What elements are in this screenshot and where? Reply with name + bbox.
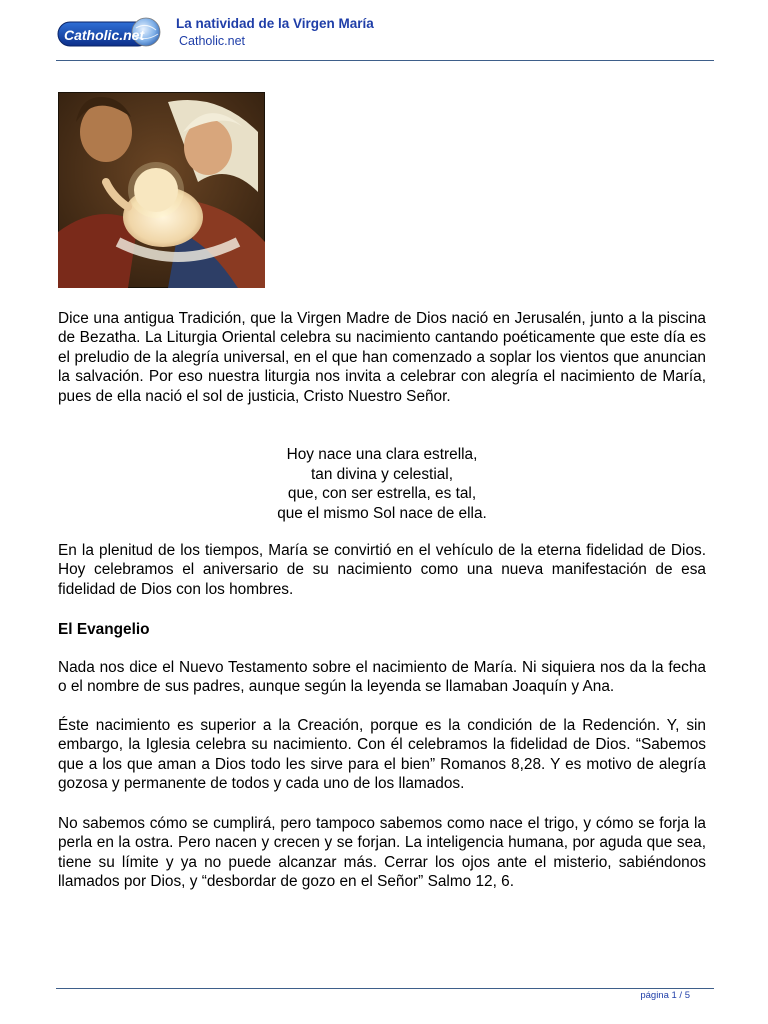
page-number: página 1 / 5 [640, 990, 690, 1001]
logo-text: Catholic.net [64, 27, 145, 43]
poem-line: tan divina y celestial, [310, 465, 453, 483]
section-title: El Evangelio [58, 621, 150, 638]
poem [58, 445, 706, 523]
paragraph-3: Nada nos dice el Nuevo Testamento sobre el nacimiento de María. Ni siquiera nos da la fecha o el nombre de sus padres, aunque según la leyenda se llamaban Joaquín y Ana. [58, 659, 706, 696]
paragraph-5: No sabemos cómo se cumplirá, pero tampoco sabemos como nace el trigo, y cómo se forja la perla en la ostra. Pero nacen y crecen y se forjan. La inteligencia humana, por aguda que sea, tiene su límite y ya no puede alcanzar más. Cerrar los ojos ante el misterio, sabiéndonos llamados por Dios, y “desbordar de gozo en el Señor” Salmo 12, 6. [58, 815, 706, 891]
paragraph-4: Éste nacimiento es superior a la Creación, porque es la condición de la Redención. Y, sin embargo, la Iglesia celebra su nacimiento. Con él celebramos la fidelidad de Dios. “Sabemos que a los que aman a Dios todo les sirve para el bien” Romanos 8,28. Y es motivo de alegría gozosa y permanente de todos y cada uno de los llamados. [58, 717, 706, 793]
document-source: Catholic.net [179, 34, 246, 48]
paragraph-1: Dice una antigua Tradición, que la Virgen Madre de Dios nació en Jerusalén, junto a la piscina de Bezatha. La Liturgia Oriental celebra su nacimiento cantando poéticamente que este día es el preludio de la alegría universal, en el que han comenzado a soplar los vientos que anuncian la salvación. Por eso nuestra liturgia nos invita a celebrar con alegría el nacimiento de María, pues de ella nació el sol de justicia, Cristo Nuestro Señor. [58, 310, 706, 405]
document-title: La natividad de la Virgen María [176, 16, 374, 31]
poem-line: que el mismo Sol nace de ella. [277, 504, 487, 522]
page-header [56, 14, 714, 60]
catholic-net-logo[interactable] [56, 16, 164, 52]
footer-divider [56, 988, 714, 989]
nativity-painting [58, 92, 265, 288]
poem-line: que, con ser estrella, es tal, [287, 485, 477, 503]
paragraph-2: En la plenitud de los tiempos, María se convirtió en el vehículo de la eterna fidelidad de Dios. Hoy celebramos el aniversario de su nacimiento como una nueva manifestación de esa fidelidad de Dios con los hombres. [58, 542, 706, 598]
header-divider [56, 60, 714, 61]
poem-line: Hoy nace una clara estrella, [286, 446, 478, 463]
